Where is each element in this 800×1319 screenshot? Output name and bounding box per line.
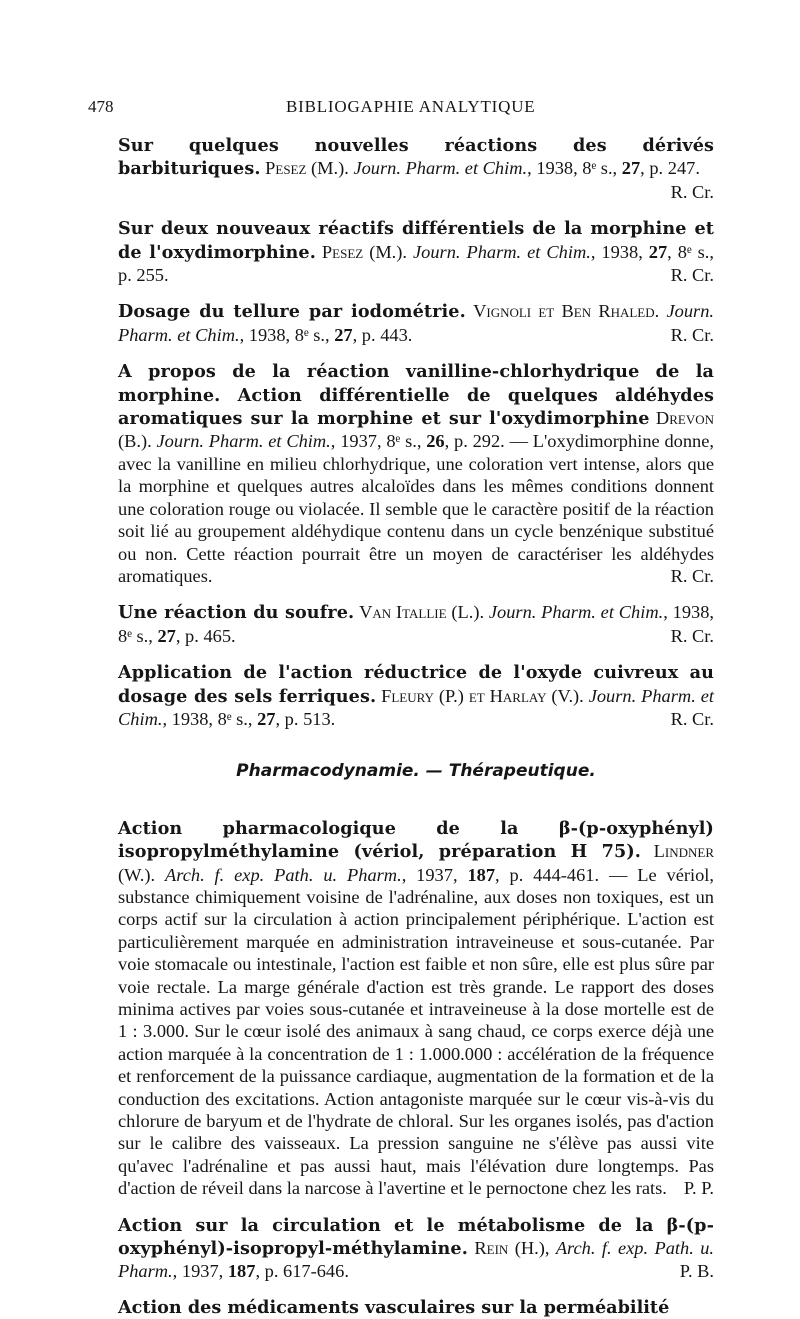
entry-ref-post: , p. 247. xyxy=(640,158,700,179)
bibliography-entry xyxy=(118,217,714,286)
entry-ref-post: , p. 443. xyxy=(352,324,413,345)
running-header xyxy=(88,96,714,120)
entry-journal: Arch. f. exp. Path. u. Pharm. xyxy=(118,1238,714,1282)
entry-volume: 187 xyxy=(467,864,496,885)
entry-ref-post: , p. 513. xyxy=(275,708,336,729)
entry-author-initials: (M.). xyxy=(306,158,354,179)
entry-title: A propos de la réaction vanilline-chlorhydrique de la morphine. Action différentielle de quelques aldéhydes aromatiques sur la morphine et sur l'oxydimorphine xyxy=(118,361,714,430)
entry-signature: R. Cr. xyxy=(670,708,714,729)
bibliography-entry xyxy=(118,601,714,647)
section-heading: Pharmacodynamie. — Thérapeutique. xyxy=(236,761,596,782)
bibliography-entry xyxy=(118,360,714,587)
entry-volume: 26 xyxy=(426,431,445,452)
bibliography-entry xyxy=(118,817,714,1200)
entry-volume: 27 xyxy=(648,241,668,262)
entry-signature: R. Cr. xyxy=(670,565,714,586)
entry-author-initials: (V.). xyxy=(546,685,589,706)
entry-body: Le vériol, substance chimiquement voisine de l'adrénaline, aux doses non toxiques, est un corps actif sur la circulation à action principalement périphérique. L'action est particulièrement marquée en administration intraveineuse et sous-cutanée. Par voie stomacale ou intestinale, l'action est faible et non sûre, elle est plus sûre par voie rectale. La marge générale d'action est très grande. Le rapport des doses minima actives par voies sous-cutanée et intraveineuse à la dose mortelle est de 1 : 3.000. Sur le cœur isolé des animaux à sang chaud, ce corps exerce déjà une action marquée à la concentration de 1 : 1.000.000 : accélération de la fréquence et renforcement de la puissance cardiaque, augmentation de la formation et de la conduction des excitations. Action antagoniste marquée sur le cœur vis-à-vis du chlorure de baryum et de l'hydrate de chloral. Sur les organes isolés, pas d'action sur le calibre des vaisseaux. La pression sanguine ne s'élève pas aussi vite qu'avec l'adrénaline et pas aussi haut, mais l'élévation dure longtemps. Pas d'action de réveil dans la narcose à l'avertine et le pernoctone chez les rats. xyxy=(118,864,715,1199)
entry-author-initials: (W.). xyxy=(118,864,165,885)
entry-volume: 27 xyxy=(157,625,176,646)
entry-author-initials: (M.). xyxy=(363,241,413,262)
entry-volume: 187 xyxy=(227,1261,256,1282)
entry-title: Sur deux nouveaux réactifs différentiels de la morphine et de l'oxydimorphine. xyxy=(118,218,714,263)
entry-author: Pesez xyxy=(321,241,364,262)
entry-title: Action pharmacologique de la β-(p-oxyphényl) isopropylméthylamine (vériol, préparation H 75). xyxy=(118,817,714,863)
entry-volume: 27 xyxy=(621,158,641,179)
entry-title: Action sur la circulation et le métabolisme de la β-(p-oxyphényl)-isopropyl-méthylamine. xyxy=(118,1214,714,1260)
entry-title: Une réaction du soufre. xyxy=(118,602,355,624)
entry-journal: Journ. Pharm. et Chim. xyxy=(118,685,714,729)
bibliography-entry xyxy=(118,300,714,346)
entry-signature: P. B. xyxy=(679,1261,714,1282)
entry-journal: Journ. Pharm. et Chim. xyxy=(156,431,331,452)
entry-author: Lindner xyxy=(653,841,714,862)
entry-signature: P. P. xyxy=(683,1178,714,1199)
entry-journal: Journ. Pharm. et Chim. xyxy=(118,301,714,345)
entry-author-initials: . xyxy=(654,301,667,322)
entry-ref-pre: , 1937, xyxy=(172,1261,228,1282)
entry-title: Dosage du tellure par iodométrie. xyxy=(118,301,466,323)
entry-volume: 27 xyxy=(257,708,276,729)
entries-chemistry xyxy=(118,134,714,730)
entry-signature: R. Cr. xyxy=(670,181,714,202)
entry-ref-post: , p. 465. xyxy=(175,625,236,646)
entries-pharmacodynamics xyxy=(118,817,714,1283)
bibliography-entry xyxy=(118,134,714,203)
entry-journal: Journ. Pharm. et Chim. xyxy=(353,158,528,179)
entry-ref-pre: , 1937, xyxy=(401,864,468,885)
entry-journal: Journ. Pharm. et Chim. xyxy=(412,241,591,262)
entry-signature: R. Cr. xyxy=(670,324,714,345)
entry-ref-pre: , 1938, 8ᵉ s., xyxy=(527,158,622,179)
entry-ref-pre: , 1938, 8ᵉ s., xyxy=(118,602,714,646)
entry-ref-pre: , 1938, 8ᵉ s., xyxy=(162,708,258,729)
entry-title-continued: Action des médicaments vasculaires sur la perméabilité xyxy=(118,1296,670,1318)
page-number: 478 xyxy=(88,97,114,116)
entry-author-initials: (H.), xyxy=(508,1238,556,1259)
entry-ref-post: , 8ᵉ s., p. 255. xyxy=(118,241,715,286)
entry-journal: Arch. f. exp. Path. u. Pharm. xyxy=(165,864,402,885)
entry-ref-post: , p. 292. — xyxy=(444,431,533,452)
entry-ref-pre: , 1938, xyxy=(590,241,649,262)
entry-author-initials: (L.). xyxy=(446,602,489,623)
entry-journal: Journ. Pharm. et Chim. xyxy=(488,602,664,623)
entry-author: Vignoli et Ben Rhaled xyxy=(473,301,655,322)
entry-signature: R. Cr. xyxy=(670,625,714,646)
entry-signature: R. Cr. xyxy=(670,265,714,286)
entry-ref-pre: , 1937, 8ᵉ s., xyxy=(330,431,427,452)
entry-author: Fleury (P.) et Harlay xyxy=(381,685,547,706)
entry-author: Drevon xyxy=(655,408,714,429)
entry-author: Rein xyxy=(474,1238,509,1259)
entry-title: Application de l'action réductrice de l'oxyde cuivreux au dosage des sels ferriques. xyxy=(118,662,714,707)
entry-ref-post: , p. 617-646. xyxy=(255,1261,349,1282)
bibliography-entry xyxy=(118,1214,714,1283)
entry-title: Sur quelques nouvelles réactions des dérivés barbituriques. xyxy=(118,135,714,180)
entry-author-initials: (B.). xyxy=(118,431,157,452)
entry-volume: 27 xyxy=(334,324,353,345)
entry-ref-pre: , 1938, 8ᵉ s., xyxy=(239,324,335,345)
entry-author: Pesez xyxy=(265,158,307,179)
running-title: BIBLIOGAPHIE ANALYTIQUE xyxy=(286,97,536,116)
entry-ref-post: , p. 444-461. — xyxy=(495,864,638,885)
bibliography-entry xyxy=(118,661,714,730)
entry-author: Van Itallie xyxy=(359,602,447,623)
entry-body: L'oxydimorphine donne, avec la vanilline en milieu chlorhydrique, une coloration vert intense, alors que la morphine et quelques autres alcaloïdes dans les mêmes conditions donnent une coloration rouge ou violacée. Il semble que le caractère positif de la réaction soit lié au groupement aldéhydique contenu dans un cycle benzénique substitué ou non. Cette réaction pourrait être un moyen de caractériser les aldéhydes aromatiques. xyxy=(118,431,715,586)
